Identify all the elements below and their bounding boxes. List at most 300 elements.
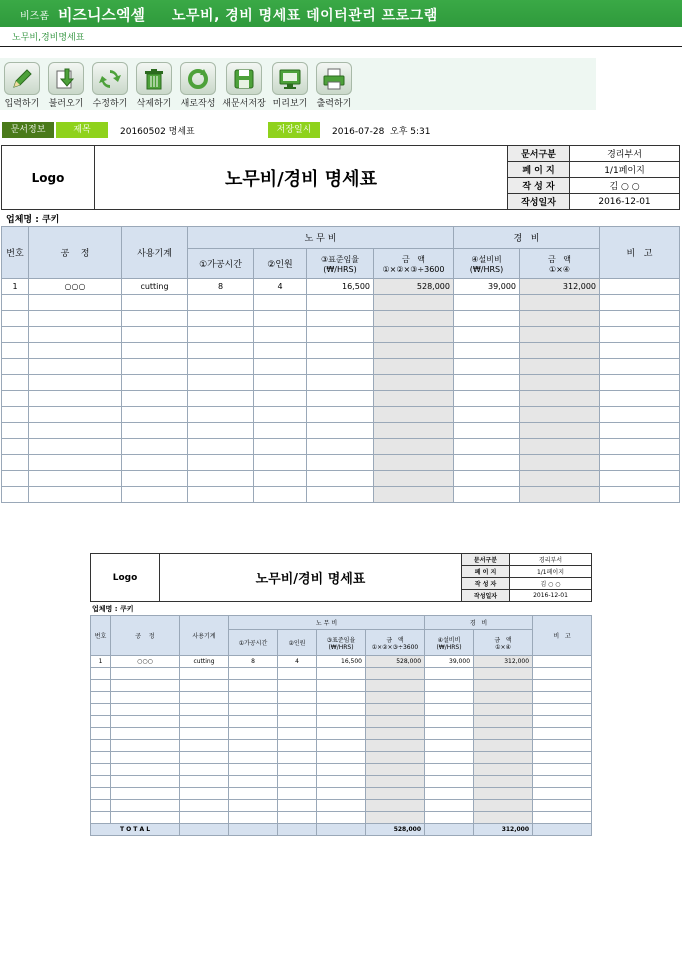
cell-equip[interactable] [454, 327, 520, 343]
preview-cell-amount [366, 680, 425, 692]
cell-process[interactable] [29, 343, 122, 359]
cell-equip[interactable] [454, 439, 520, 455]
cell-equip[interactable] [454, 407, 520, 423]
preview-cell-machine [180, 680, 229, 692]
cell-amount[interactable]: 528,000 [374, 279, 454, 295]
preview-cell-equip [425, 692, 474, 704]
detail-table [1, 226, 680, 503]
preview-table-row [91, 668, 592, 680]
cell-process[interactable] [29, 295, 122, 311]
cell-note[interactable] [600, 359, 680, 375]
cell-people[interactable] [254, 455, 307, 471]
preview-table-row [91, 788, 592, 800]
preview-cell-machine [180, 740, 229, 752]
cell-process[interactable]: ○○○ [29, 279, 122, 295]
doc-title: 노무비/경비 명세표 [95, 146, 508, 210]
preview-cell-rate [317, 776, 366, 788]
preview-cell-exp-amount [474, 740, 533, 752]
preview-button[interactable] [268, 62, 312, 109]
cell-exp-amount[interactable] [520, 359, 600, 375]
preview-cell-process [111, 740, 180, 752]
preview-cell-people [278, 776, 317, 788]
cell-hours[interactable] [188, 391, 254, 407]
preview-cell-people [278, 668, 317, 680]
cell-hours[interactable] [188, 455, 254, 471]
cell-note[interactable] [600, 471, 680, 487]
cell-equip[interactable] [454, 295, 520, 311]
delete-button-label: 삭제하기 [136, 99, 172, 109]
cell-equip[interactable] [454, 423, 520, 439]
cell-no[interactable] [2, 343, 29, 359]
preview-cell-people [278, 764, 317, 776]
preview-logo: Logo [91, 554, 160, 602]
preview-button-label: 미리보기 [272, 99, 308, 109]
cell-equip[interactable]: 39,000 [454, 279, 520, 295]
cell-machine[interactable] [122, 391, 188, 407]
preview-cell-machine [180, 728, 229, 740]
cell-hours[interactable] [188, 311, 254, 327]
preview-company-name: 업체명 : 쿠키 [92, 605, 134, 613]
cell-note[interactable] [600, 375, 680, 391]
cell-machine[interactable] [122, 327, 188, 343]
cell-hours[interactable] [188, 359, 254, 375]
load-button-label: 불러오기 [48, 99, 84, 109]
cell-rate[interactable] [307, 471, 374, 487]
preview-total-label: T O T A L [91, 824, 180, 836]
cell-rate[interactable]: 16,500 [307, 279, 374, 295]
cell-machine[interactable] [122, 375, 188, 391]
preview-col-amount: 금 액 ①×②×③÷3600 [366, 630, 425, 656]
preview-total-exp-amount: 312,000 [474, 824, 533, 836]
cell-amount[interactable] [374, 343, 454, 359]
logo: Logo [2, 146, 95, 210]
cell-rate[interactable] [307, 295, 374, 311]
save-new-button-label: 새문서저장 [222, 99, 266, 109]
preview-cell-amount [366, 764, 425, 776]
input-button[interactable] [0, 62, 44, 109]
cell-no[interactable] [2, 295, 29, 311]
preview-cell-hours [229, 800, 278, 812]
preview-cell-rate [317, 740, 366, 752]
cell-people[interactable] [254, 327, 307, 343]
cell-no[interactable] [2, 327, 29, 343]
cell-hours[interactable] [188, 407, 254, 423]
cell-hours[interactable] [188, 439, 254, 455]
cell-amount[interactable] [374, 375, 454, 391]
cell-rate[interactable] [307, 359, 374, 375]
cell-people[interactable]: 4 [254, 279, 307, 295]
preview-cell-process [111, 728, 180, 740]
preview-cell-hours [229, 812, 278, 824]
cell-machine[interactable] [122, 343, 188, 359]
table-row [2, 439, 680, 455]
preview-table-row [91, 752, 592, 764]
cell-rate[interactable] [307, 439, 374, 455]
printer-icon [316, 62, 352, 95]
cell-exp-amount[interactable] [520, 311, 600, 327]
preview-cell-machine [180, 812, 229, 824]
preview-col-no: 번호 [91, 616, 111, 656]
cell-exp-amount[interactable] [520, 439, 600, 455]
preview-cell-exp-amount [474, 776, 533, 788]
preview-cell-note [533, 752, 592, 764]
preview-cell-exp-amount [474, 728, 533, 740]
cell-amount[interactable] [374, 327, 454, 343]
cell-process[interactable] [29, 311, 122, 327]
preview-cell-amount: 528,000 [366, 656, 425, 668]
cell-machine[interactable]: cutting [122, 279, 188, 295]
preview-cell-rate [317, 680, 366, 692]
cell-people[interactable] [254, 311, 307, 327]
cell-no[interactable] [2, 359, 29, 375]
cell-equip[interactable] [454, 487, 520, 503]
cell-no[interactable] [2, 375, 29, 391]
cell-rate[interactable] [307, 343, 374, 359]
cell-people[interactable] [254, 391, 307, 407]
preview-cell-equip [425, 668, 474, 680]
preview-meta-value: 김 ○ ○ [510, 578, 592, 590]
cell-equip[interactable] [454, 455, 520, 471]
preview-col-process: 공 정 [111, 616, 180, 656]
cell-no[interactable] [2, 439, 29, 455]
preview-cell-people [278, 752, 317, 764]
cell-process[interactable] [29, 455, 122, 471]
preview-cell-rate [317, 704, 366, 716]
preview-cell-rate [317, 716, 366, 728]
cell-exp-amount[interactable] [520, 407, 600, 423]
saved-value: 2016-07-28 오후 5:31 [332, 127, 431, 137]
preview-table-row [91, 776, 592, 788]
preview-cell-note [533, 668, 592, 680]
preview-cell-equip [425, 812, 474, 824]
preview-cell-rate [317, 812, 366, 824]
preview-total-cell [180, 824, 229, 836]
cell-process[interactable] [29, 423, 122, 439]
cell-equip[interactable] [454, 471, 520, 487]
preview-cell-hours [229, 776, 278, 788]
meta-label: 작성일자 [508, 194, 570, 210]
preview-col-equip: ④설비비 (₩/HRS) [425, 630, 474, 656]
preview-cell-machine: cutting [180, 656, 229, 668]
preview-cell-rate [317, 728, 366, 740]
preview-cell-amount [366, 752, 425, 764]
preview-col-note: 비 고 [533, 616, 592, 656]
cell-amount[interactable] [374, 359, 454, 375]
cell-hours[interactable] [188, 295, 254, 311]
preview-cell-equip: 39,000 [425, 656, 474, 668]
preview-cell-no [91, 800, 111, 812]
preview-cell-machine [180, 716, 229, 728]
cell-people[interactable] [254, 487, 307, 503]
cell-hours[interactable] [188, 343, 254, 359]
cell-hours[interactable] [188, 423, 254, 439]
cell-amount[interactable] [374, 391, 454, 407]
col-no: 번호 [2, 227, 29, 279]
meta-value[interactable]: 1/1페이지 [570, 162, 680, 178]
cell-note[interactable] [600, 487, 680, 503]
cell-machine[interactable] [122, 311, 188, 327]
table-row [2, 423, 680, 439]
cell-process[interactable] [29, 327, 122, 343]
preview-table-row [91, 656, 592, 668]
cell-exp-amount[interactable] [520, 375, 600, 391]
input-button-label: 입력하기 [4, 99, 40, 109]
preview-cell-people: 4 [278, 656, 317, 668]
preview-cell-equip [425, 740, 474, 752]
col-expense-group: 경 비 [454, 227, 600, 249]
load-button[interactable] [44, 62, 88, 109]
preview-cell-note [533, 680, 592, 692]
preview-meta-value: 경리부서 [510, 554, 592, 566]
print-button[interactable] [312, 62, 356, 109]
preview-table-row [91, 692, 592, 704]
preview-cell-process [111, 692, 180, 704]
preview-cell-process [111, 680, 180, 692]
preview-cell-machine [180, 752, 229, 764]
preview-total-cell [278, 824, 317, 836]
cell-hours[interactable] [188, 471, 254, 487]
cell-exp-amount[interactable]: 312,000 [520, 279, 600, 295]
preview-cell-hours [229, 728, 278, 740]
col-rate: ③표준임율 (₩/HRS) [307, 249, 374, 279]
cell-rate[interactable] [307, 487, 374, 503]
preview-cell-people [278, 728, 317, 740]
cell-exp-amount[interactable] [520, 327, 600, 343]
cell-rate[interactable] [307, 423, 374, 439]
cell-exp-amount[interactable] [520, 423, 600, 439]
cell-note[interactable] [600, 295, 680, 311]
cell-equip[interactable] [454, 343, 520, 359]
preview-total-row [91, 824, 592, 836]
cell-exp-amount[interactable] [520, 455, 600, 471]
preview-doc-title: 노무비/경비 명세표 [160, 554, 462, 602]
preview-cell-process [111, 788, 180, 800]
preview-detail-table [90, 615, 592, 836]
table-row [2, 343, 680, 359]
save-new-button[interactable] [222, 62, 266, 109]
cell-equip[interactable] [454, 359, 520, 375]
preview-col-labor-group: 노 무 비 [229, 616, 425, 630]
cell-equip[interactable] [454, 391, 520, 407]
cell-no[interactable] [2, 487, 29, 503]
cell-note[interactable] [600, 343, 680, 359]
new-doc-icon [180, 62, 216, 95]
preview-cell-people [278, 800, 317, 812]
preview-cell-exp-amount [474, 752, 533, 764]
cell-machine[interactable] [122, 295, 188, 311]
preview-cell-hours [229, 704, 278, 716]
cell-process[interactable] [29, 375, 122, 391]
cell-no[interactable] [2, 311, 29, 327]
cell-rate[interactable] [307, 407, 374, 423]
preview-cell-no [91, 704, 111, 716]
cell-note[interactable] [600, 455, 680, 471]
preview-cell-machine [180, 692, 229, 704]
meta-value[interactable]: 2016-12-01 [570, 194, 680, 210]
cell-people[interactable] [254, 471, 307, 487]
cell-no[interactable] [2, 407, 29, 423]
cell-rate[interactable] [307, 391, 374, 407]
cell-hours[interactable] [188, 375, 254, 391]
cell-equip[interactable] [454, 311, 520, 327]
preview-cell-note [533, 704, 592, 716]
preview-cell-process [111, 812, 180, 824]
cell-hours[interactable] [188, 487, 254, 503]
cell-process[interactable] [29, 471, 122, 487]
cell-note[interactable] [600, 439, 680, 455]
cell-hours[interactable] [188, 327, 254, 343]
cell-exp-amount[interactable] [520, 343, 600, 359]
cell-machine[interactable] [122, 455, 188, 471]
cell-people[interactable] [254, 343, 307, 359]
cell-hours[interactable]: 8 [188, 279, 254, 295]
cell-note[interactable] [600, 407, 680, 423]
preview-cell-exp-amount [474, 680, 533, 692]
cell-note[interactable] [600, 423, 680, 439]
cell-amount[interactable] [374, 407, 454, 423]
cell-equip[interactable] [454, 375, 520, 391]
table-row [2, 375, 680, 391]
delete-button[interactable] [132, 62, 176, 109]
preview-cell-note [533, 740, 592, 752]
cell-note[interactable] [600, 391, 680, 407]
table-row [2, 359, 680, 375]
cell-note[interactable] [600, 279, 680, 295]
cell-amount[interactable] [374, 455, 454, 471]
preview-cell-amount [366, 668, 425, 680]
cell-people[interactable] [254, 423, 307, 439]
cell-amount[interactable] [374, 423, 454, 439]
preview-cell-note [533, 716, 592, 728]
preview-col-exp-amount: 금 액 ①×④ [474, 630, 533, 656]
preview-total-cell [229, 824, 278, 836]
cell-machine[interactable] [122, 407, 188, 423]
cell-no[interactable] [2, 423, 29, 439]
cell-people[interactable] [254, 359, 307, 375]
preview-cell-no: 1 [91, 656, 111, 668]
preview-col-expense-group: 경 비 [425, 616, 533, 630]
preview-cell-hours [229, 716, 278, 728]
preview-total-cell [533, 824, 592, 836]
cell-machine[interactable] [122, 487, 188, 503]
preview-cell-amount [366, 716, 425, 728]
cell-process[interactable] [29, 359, 122, 375]
preview-cell-rate [317, 752, 366, 764]
table-row [2, 327, 680, 343]
preview-cell-rate [317, 692, 366, 704]
preview-cell-no [91, 812, 111, 824]
col-amount: 금 액 ①×②×③÷3600 [374, 249, 454, 279]
cell-rate[interactable] [307, 455, 374, 471]
preview-cell-rate [317, 788, 366, 800]
preview-cell-machine [180, 800, 229, 812]
table-row [2, 279, 680, 295]
cell-amount[interactable] [374, 295, 454, 311]
cell-rate[interactable] [307, 327, 374, 343]
preview-table-row [91, 680, 592, 692]
cell-note[interactable] [600, 327, 680, 343]
cell-process[interactable] [29, 439, 122, 455]
preview-cell-note [533, 728, 592, 740]
cell-no[interactable] [2, 455, 29, 471]
cell-amount[interactable] [374, 311, 454, 327]
cell-people[interactable] [254, 407, 307, 423]
preview-cell-process [111, 800, 180, 812]
preview-total-amount: 528,000 [366, 824, 425, 836]
col-people: ②인원 [254, 249, 307, 279]
preview-total-cell [425, 824, 474, 836]
cell-rate[interactable] [307, 375, 374, 391]
cell-exp-amount[interactable] [520, 487, 600, 503]
preview-cell-exp-amount [474, 704, 533, 716]
preview-cell-exp-amount [474, 812, 533, 824]
preview-cell-equip [425, 704, 474, 716]
new-button[interactable] [176, 62, 220, 109]
preview-meta-label: 작 성 자 [462, 578, 510, 590]
table-row [2, 295, 680, 311]
cell-amount[interactable] [374, 439, 454, 455]
preview-cell-hours [229, 764, 278, 776]
col-process: 공 정 [29, 227, 122, 279]
cell-note[interactable] [600, 311, 680, 327]
cell-people[interactable] [254, 295, 307, 311]
meta-value[interactable]: 김 ○ ○ [570, 178, 680, 194]
cell-process[interactable] [29, 391, 122, 407]
cell-people[interactable] [254, 375, 307, 391]
cell-process[interactable] [29, 487, 122, 503]
preview-cell-equip [425, 776, 474, 788]
cell-no[interactable]: 1 [2, 279, 29, 295]
preview-table-row [91, 716, 592, 728]
preview-cell-equip [425, 764, 474, 776]
meta-value[interactable]: 경리부서 [570, 146, 680, 162]
cell-exp-amount[interactable] [520, 295, 600, 311]
cell-no[interactable] [2, 391, 29, 407]
preview-cell-equip [425, 680, 474, 692]
cell-rate[interactable] [307, 311, 374, 327]
col-exp-amount: 금 액 ①×④ [520, 249, 600, 279]
cell-process[interactable] [29, 407, 122, 423]
cell-machine[interactable] [122, 439, 188, 455]
cell-amount[interactable] [374, 487, 454, 503]
edit-button[interactable] [88, 62, 132, 109]
preview-meta-label: 페 이 지 [462, 566, 510, 578]
cell-machine[interactable] [122, 359, 188, 375]
col-hours: ①가공시간 [188, 249, 254, 279]
cell-people[interactable] [254, 439, 307, 455]
preview-cell-rate [317, 668, 366, 680]
saved-tag: 저장일시 [268, 122, 320, 138]
preview-cell-amount [366, 788, 425, 800]
preview-cell-people [278, 740, 317, 752]
preview-col-people: ②인원 [278, 630, 317, 656]
preview-cell-amount [366, 740, 425, 752]
preview-table-row [91, 764, 592, 776]
cell-amount[interactable] [374, 471, 454, 487]
cell-no[interactable] [2, 471, 29, 487]
cell-machine[interactable] [122, 471, 188, 487]
preview-col-rate: ③표준임율 (₩/HRS) [317, 630, 366, 656]
preview-cell-no [91, 776, 111, 788]
preview-cell-equip [425, 788, 474, 800]
preview-cell-people [278, 704, 317, 716]
preview-cell-rate [317, 800, 366, 812]
cell-exp-amount[interactable] [520, 391, 600, 407]
cell-machine[interactable] [122, 423, 188, 439]
cell-exp-amount[interactable] [520, 471, 600, 487]
preview-cell-equip [425, 716, 474, 728]
monitor-icon [272, 62, 308, 95]
